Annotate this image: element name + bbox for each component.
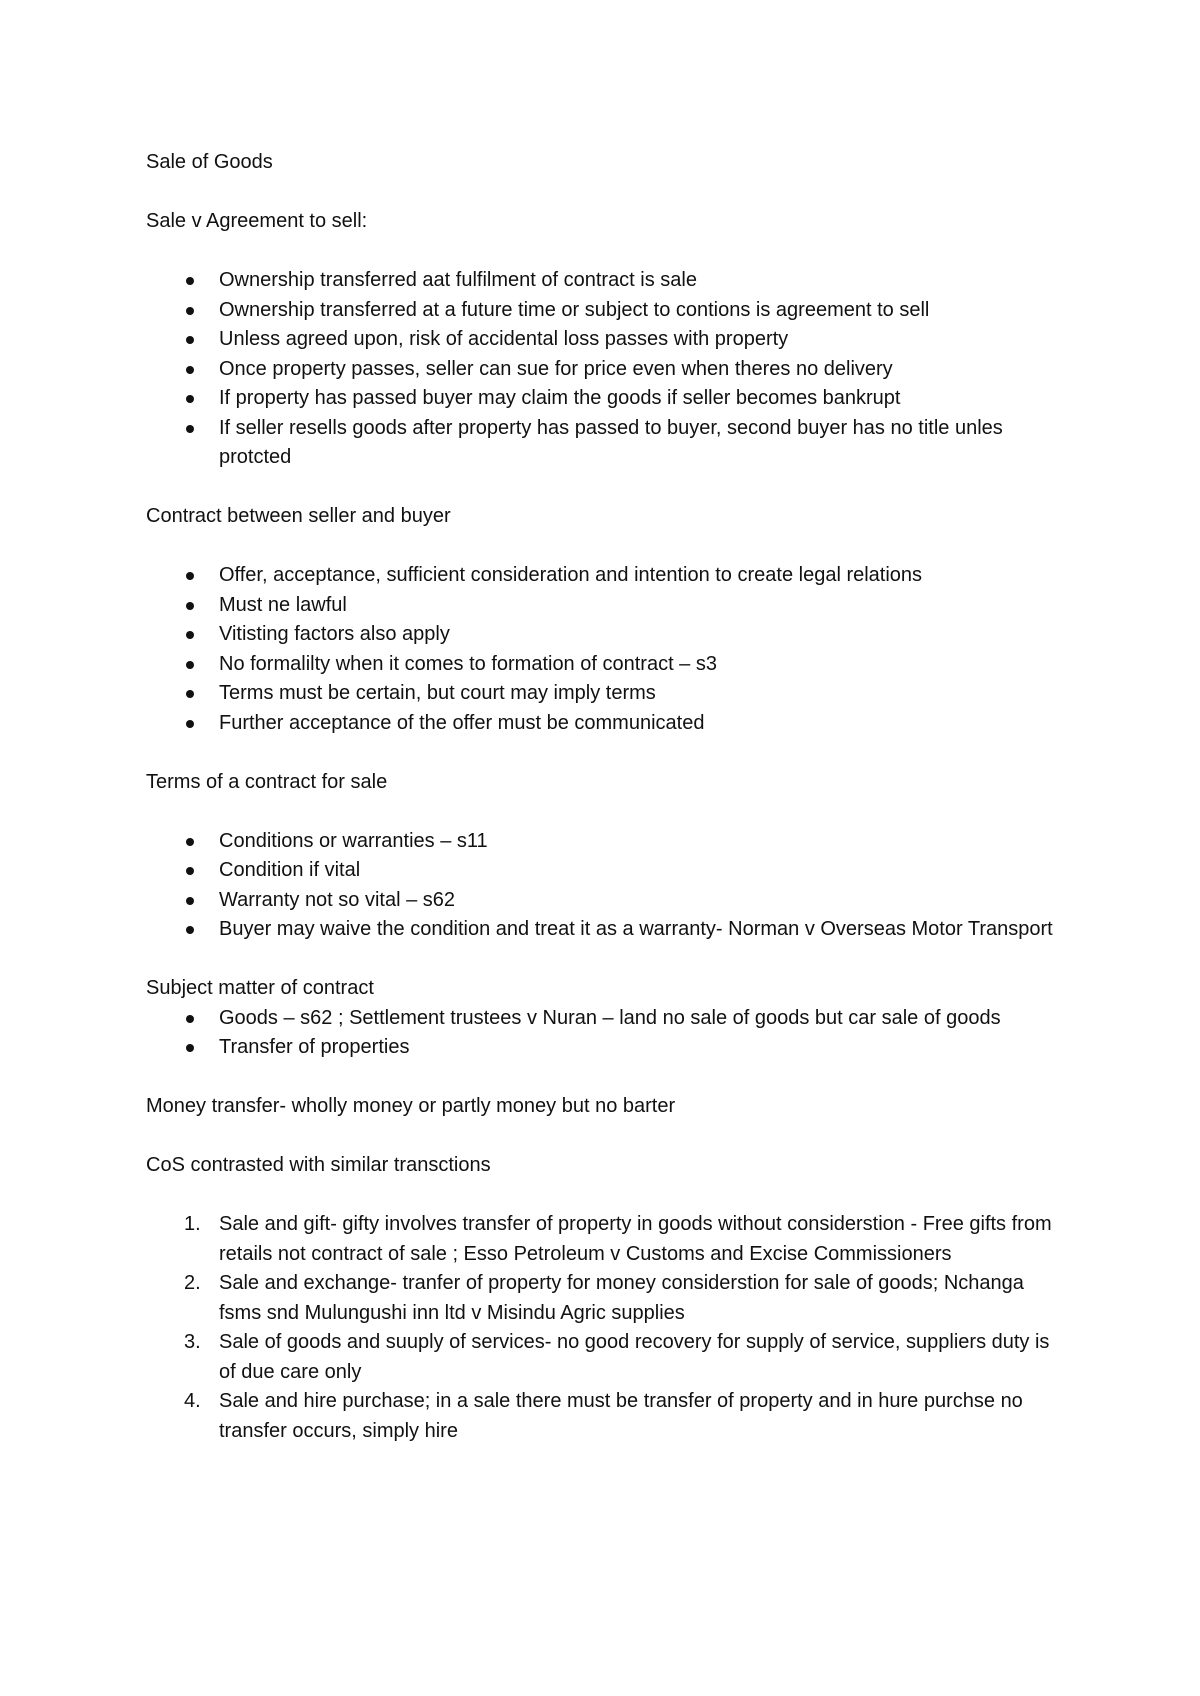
list-item: Must ne lawful: [146, 591, 1066, 621]
list-item: Offer, acceptance, sufficient consideration and intention to create legal relations: [146, 561, 1066, 591]
bullet-list-sale-v-agreement: [146, 266, 1066, 473]
list-item-text: Sale and gift- gifty involves transfer of property in goods without considerstion - Free gifts from retails not contract of sale ; Esso Petroleum v Customs and Excise Commissioners: [219, 1213, 1052, 1265]
list-item: Warranty not so vital – s62: [146, 886, 1066, 916]
list-item: Further acceptance of the offer must be communicated: [146, 709, 1066, 739]
section-heading-subject-matter: Subject matter of contract: [146, 977, 374, 999]
list-item: If seller resells goods after property has passed to buyer, second buyer has no title unles protcted: [146, 414, 1066, 473]
list-item: Ownership transferred at a future time or subject to contions is agreement to sell: [146, 296, 1066, 326]
section-heading-sale-v-agreement: Sale v Agreement to sell:: [146, 210, 368, 232]
numbered-list-contrast: [146, 1210, 1066, 1446]
list-item: [146, 1269, 1066, 1328]
list-item: [146, 1387, 1066, 1446]
bullet-list-contract: [146, 561, 1066, 738]
list-item: No formalilty when it comes to formation of contract – s3: [146, 650, 1066, 680]
list-number: 1.: [184, 1213, 201, 1235]
list-item: [146, 1328, 1066, 1387]
list-item-text: Sale and exchange- tranfer of property for money considerstion for sale of goods; Nchanga fsms snd Mulungushi inn ltd v Misindu Agric supplies: [219, 1272, 1024, 1324]
list-item: Goods – s62 ; Settlement trustees v Nuran – land no sale of goods but car sale of goods: [146, 1004, 1066, 1034]
list-item: Once property passes, seller can sue for price even when theres no delivery: [146, 355, 1066, 385]
list-item: Transfer of properties: [146, 1033, 1066, 1063]
bullet-list-subject-matter: [146, 1004, 1066, 1063]
money-transfer-paragraph: Money transfer- wholly money or partly money but no barter: [146, 1095, 676, 1117]
bullet-list-terms: [146, 827, 1066, 945]
list-item: Conditions or warranties – s11: [146, 827, 1066, 857]
list-item: Vitisting factors also apply: [146, 620, 1066, 650]
list-item: Buyer may waive the condition and treat it as a warranty- Norman v Overseas Motor Transport: [146, 915, 1066, 945]
document-title: Sale of Goods: [146, 151, 273, 173]
list-item-text: Sale of goods and suuply of services- no good recovery for supply of service, suppliers duty is of due care only: [219, 1331, 1050, 1383]
list-item-text: Sale and hire purchase; in a sale there must be transfer of property and in hure purchse no transfer occurs, simply hire: [219, 1390, 1023, 1442]
section-heading-contract: Contract between seller and buyer: [146, 505, 451, 527]
list-item: Unless agreed upon, risk of accidental loss passes with property: [146, 325, 1066, 355]
list-item: Terms must be certain, but court may imply terms: [146, 679, 1066, 709]
section-heading-contrast: CoS contrasted with similar transctions: [146, 1154, 491, 1176]
list-item: Condition if vital: [146, 856, 1066, 886]
section-heading-terms: Terms of a contract for sale: [146, 770, 388, 793]
list-item: If property has passed buyer may claim the goods if seller becomes bankrupt: [146, 384, 1066, 414]
document-content: [146, 148, 1066, 1476]
list-number: 4.: [184, 1390, 201, 1412]
list-number: 3.: [184, 1331, 201, 1353]
list-item: Ownership transferred aat fulfilment of contract is sale: [146, 266, 1066, 296]
list-number: 2.: [184, 1272, 201, 1294]
list-item: [146, 1210, 1066, 1269]
